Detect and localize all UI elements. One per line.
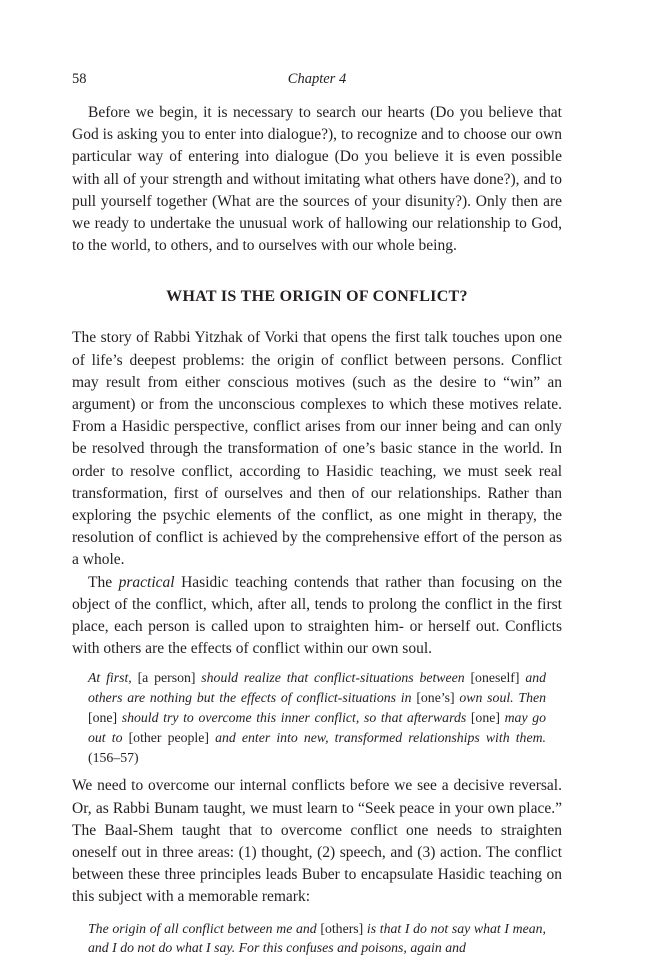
quote-italic: and enter into new, transformed relationships with them. <box>215 729 546 745</box>
chapter-title: Chapter 4 <box>287 71 347 87</box>
paragraph-three-areas: We need to overcome our internal conflicts before we see a decisive reversal. Or, as Rabbi Bunam taught, we must learn to “Seek peace in your own place.” The Baal-Shem taught that to overcome conflict one needs to straighten oneself out in three areas: (1) thought, (2) speech, and (3) action. The conflict between these three principles leads Buber to encapsulate Hasidic teaching on this subject with a memorable remark: <box>72 777 562 906</box>
quote-bracket: [others] <box>316 920 367 936</box>
quote-citation: (156–57) <box>88 749 139 765</box>
block-quote-2 <box>88 919 546 959</box>
quote-bracket: [one] <box>88 710 122 726</box>
page-body <box>72 102 562 966</box>
running-header <box>72 71 562 89</box>
quote-italic: At first, <box>88 670 132 686</box>
quote-italic: The origin of all conflict between me and <box>88 920 317 936</box>
block-quote-1 <box>88 668 546 767</box>
section-heading: WHAT IS THE ORIGIN OF CONFLICT? <box>166 288 468 306</box>
quote-bracket: [a person] <box>131 670 202 686</box>
quote-bracket: [one] <box>466 710 505 726</box>
text-span: Hasidic teaching contends that rather than focusing on the object of the conflict, which, after all, tends to prolong the conflict in the first place, each person is called upon to straighten him- or herself out. Conflicts with others are the effects of conflict within our own soul. <box>72 573 562 658</box>
quote-italic: is that I do not say what I mean, and I do not do what I say. For this confuses and poisons, again and <box>88 920 546 956</box>
quote-italic: may go out to <box>88 710 546 745</box>
quote-italic: and others are nothing but the effects of conflict-situations in <box>88 670 547 706</box>
quote-italic: should realize that conflict-situations between <box>201 670 465 686</box>
paragraph-intro: Before we begin, it is necessary to search our hearts (Do you believe that God is asking you to enter into dialogue?), to recognize and to choose our own particular way of entering into dialogue (Do you believe it is even possible with all of your strength and without imitating what others have done?), and to pull yourself together (What are the sources of your disunity?). Only then are we ready to undertake the unusual work of hallowing our relationship to God, to the world, to others, and to ourselves with our whole being. <box>72 104 562 255</box>
emphasis-practical: practical <box>118 573 175 591</box>
text-span: The <box>88 573 119 591</box>
quote-bracket: [oneself] <box>464 670 526 686</box>
quote-bracket: [other people] <box>122 729 216 745</box>
paragraph-origin-of-conflict: The story of Rabbi Yitzhak of Vorki that opens the first talk touches upon one of life’s deepest problems: the origin of conflict between persons. Conflict may result from either conscious motives (such as the desire to “win” an argument) or from the unconscious complexes to which these motives relate. From a Hasidic perspective, conflict arises from our inner being and can only be resolved through the transformation of one’s basic stance in the world. In order to resolve conflict, according to Hasidic teaching, we must seek real transformation, first of ourselves and then of our relationships. Rather than exploring the psychic elements of the conflict, as one might in therapy, the resolution of conflict is achieved by the comprehensive effort of the person as a whole. <box>72 329 562 569</box>
quote-italic: own soul. Then <box>459 690 546 706</box>
page-number: 58 <box>72 71 87 87</box>
quote-bracket: [one’s] <box>411 690 460 706</box>
quote-italic: should try to overcome this inner conflict, so that afterwards <box>121 710 467 726</box>
paragraph-practical-teaching <box>72 572 562 661</box>
